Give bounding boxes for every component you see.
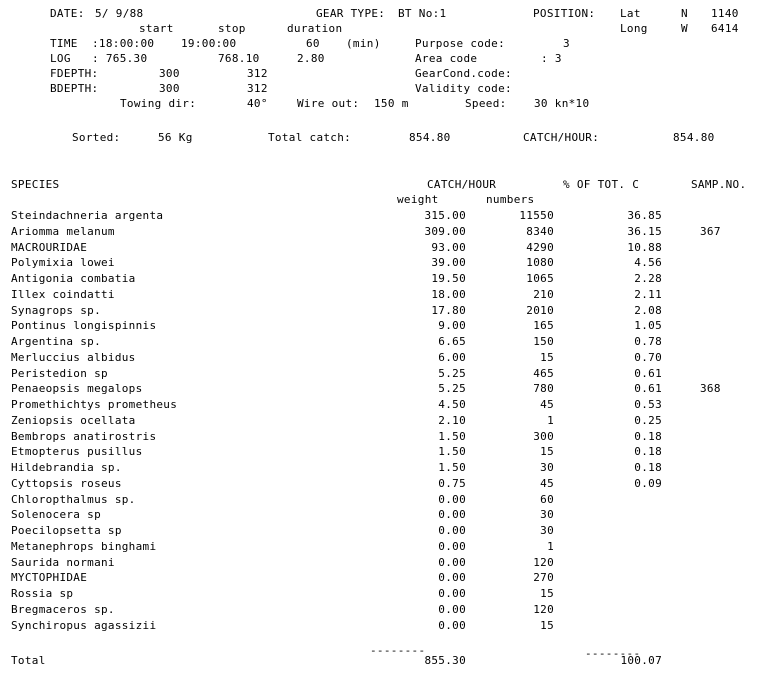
species-name: Merluccius albidus (11, 351, 136, 364)
species-name: Rossia sp (11, 587, 74, 600)
lat-dir: N (681, 7, 688, 20)
numbers-value: 45 (540, 398, 554, 411)
fdepth-stop: 312 (247, 67, 268, 80)
numbers-value: 4290 (526, 241, 554, 254)
catch-hour-label: CATCH/HOUR: (523, 131, 600, 144)
weight-value: 0.00 (438, 571, 466, 584)
weight-value: 39.00 (431, 256, 466, 269)
time-stop: 19:00:00 (181, 37, 237, 50)
species-name: Chloropthalmus sp. (11, 493, 136, 506)
numbers-value: 165 (533, 319, 554, 332)
weight-value: 0.00 (438, 540, 466, 553)
species-name: Bembrops anatirostris (11, 430, 157, 443)
weight-value: 315.00 (424, 209, 466, 222)
pct-total-rule: -------- (585, 647, 641, 660)
log-start: : 765.30 (92, 52, 148, 65)
numbers-value: 15 (540, 619, 554, 632)
catch-hour-header: CATCH/HOUR (427, 178, 497, 191)
numbers-value: 120 (533, 556, 554, 569)
species-name: Poecilopsetta sp (11, 524, 122, 537)
weight-value: 0.00 (438, 619, 466, 632)
weight-value: 93.00 (431, 241, 466, 254)
species-name: Synagrops sp. (11, 304, 101, 317)
purpose-code-label: Purpose code: (415, 37, 505, 50)
numbers-value: 8340 (526, 225, 554, 238)
species-name: Ariomma melanum (11, 225, 115, 238)
weight-value: 6.65 (438, 335, 466, 348)
samp-no-value: 368 (700, 382, 721, 395)
species-name: Penaeopsis megalops (11, 382, 143, 395)
weight-value: 0.00 (438, 524, 466, 537)
fdepth-start: 300 (159, 67, 180, 80)
species-header: SPECIES (11, 178, 60, 191)
weight-value: 0.00 (438, 603, 466, 616)
species-name: Pontinus longispinnis (11, 319, 157, 332)
total-label: Total (11, 654, 46, 667)
purpose-code-value: 3 (563, 37, 570, 50)
species-name: Bregmaceros sp. (11, 603, 115, 616)
pct-value: 36.85 (627, 209, 662, 222)
total-weight: 855.30 (424, 654, 466, 667)
bdepth-label: BDEPTH: (50, 82, 99, 95)
numbers-value: 60 (540, 493, 554, 506)
position-label: POSITION: (533, 7, 596, 20)
date-label: DATE: (50, 7, 85, 20)
validity-code-label: Validity code: (415, 82, 512, 95)
numbers-value: 210 (533, 288, 554, 301)
weight-value: 17.80 (431, 304, 466, 317)
numbers-value: 300 (533, 430, 554, 443)
numbers-value: 15 (540, 587, 554, 600)
pct-value: 0.25 (634, 414, 662, 427)
pct-total-header: % OF TOT. C (563, 178, 640, 191)
pct-value: 0.70 (634, 351, 662, 364)
species-name: Cyttopsis roseus (11, 477, 122, 490)
weight-value: 0.00 (438, 587, 466, 600)
total-pct: 100.07 (620, 654, 662, 667)
pct-value: 0.18 (634, 445, 662, 458)
numbers-value: 15 (540, 351, 554, 364)
fdepth-label: FDEPTH: (50, 67, 99, 80)
numbers-value: 270 (533, 571, 554, 584)
numbers-value: 150 (533, 335, 554, 348)
species-name: Hildebrandia sp. (11, 461, 122, 474)
speed-value: 30 kn*10 (534, 97, 590, 110)
species-name: Synchiropus agassizii (11, 619, 157, 632)
species-name: Metanephrops binghami (11, 540, 157, 553)
weight-value: 2.10 (438, 414, 466, 427)
speed-label: Speed: (465, 97, 507, 110)
weight-value: 0.00 (438, 493, 466, 506)
numbers-value: 465 (533, 367, 554, 380)
pct-value: 10.88 (627, 241, 662, 254)
numbers-value: 1080 (526, 256, 554, 269)
lat-label: Lat (620, 7, 641, 20)
pct-value: 2.08 (634, 304, 662, 317)
numbers-value: 2010 (526, 304, 554, 317)
samp-no-value: 367 (700, 225, 721, 238)
col-start-label: start (139, 22, 174, 35)
total-catch-value: 854.80 (409, 131, 451, 144)
weight-value: 19.50 (431, 272, 466, 285)
catch-hour-value: 854.80 (673, 131, 715, 144)
weight-header: weight (397, 193, 439, 206)
sorted-value: 56 Kg (158, 131, 193, 144)
samp-no-header: SAMP.NO. (691, 178, 747, 191)
numbers-value: 45 (540, 477, 554, 490)
time-start: :18:00:00 (92, 37, 155, 50)
gear-type-value: BT No:1 (398, 7, 447, 20)
numbers-value: 15 (540, 445, 554, 458)
species-name: Peristedion sp (11, 367, 108, 380)
lat-value: 1140 (711, 7, 739, 20)
towing-dir-value: 40° (247, 97, 268, 110)
species-name: MACROURIDAE (11, 241, 88, 254)
weight-value: 6.00 (438, 351, 466, 364)
time-duration: 60 (306, 37, 320, 50)
species-name: Polymixia lowei (11, 256, 115, 269)
weight-value: 5.25 (438, 382, 466, 395)
col-stop-label: stop (218, 22, 246, 35)
species-name: Etmopterus pusillus (11, 445, 143, 458)
weight-value: 1.50 (438, 461, 466, 474)
species-name: Antigonia combatia (11, 272, 136, 285)
long-dir: W (681, 22, 688, 35)
area-code-label: Area code (415, 52, 478, 65)
pct-value: 0.78 (634, 335, 662, 348)
area-code-value: : 3 (541, 52, 562, 65)
numbers-header: numbers (486, 193, 535, 206)
wire-out-value: 150 m (374, 97, 409, 110)
species-name: Illex coindatti (11, 288, 115, 301)
bdepth-start: 300 (159, 82, 180, 95)
numbers-value: 11550 (519, 209, 554, 222)
col-duration-label: duration (287, 22, 343, 35)
species-name: Steindachneria argenta (11, 209, 164, 222)
pct-value: 0.18 (634, 430, 662, 443)
weight-value: 0.75 (438, 477, 466, 490)
species-name: MYCTOPHIDAE (11, 571, 88, 584)
weight-value: 18.00 (431, 288, 466, 301)
date-value: 5/ 9/88 (95, 7, 144, 20)
time-unit: (min) (346, 37, 381, 50)
weight-total-rule: -------- (370, 644, 426, 657)
gearcond-code-label: GearCond.code: (415, 67, 512, 80)
numbers-value: 30 (540, 461, 554, 474)
gear-type-label: GEAR TYPE: (316, 7, 386, 20)
towing-dir-label: Towing dir: (120, 97, 197, 110)
log-duration: 2.80 (297, 52, 325, 65)
log-stop: 768.10 (218, 52, 260, 65)
weight-value: 5.25 (438, 367, 466, 380)
weight-value: 0.00 (438, 556, 466, 569)
bdepth-stop: 312 (247, 82, 268, 95)
time-label: TIME (50, 37, 78, 50)
pct-value: 0.53 (634, 398, 662, 411)
pct-value: 1.05 (634, 319, 662, 332)
pct-value: 0.61 (634, 367, 662, 380)
numbers-value: 1 (547, 540, 554, 553)
weight-value: 1.50 (438, 430, 466, 443)
numbers-value: 1065 (526, 272, 554, 285)
pct-value: 0.18 (634, 461, 662, 474)
species-name: Solenocera sp (11, 508, 101, 521)
weight-value: 0.00 (438, 508, 466, 521)
weight-value: 4.50 (438, 398, 466, 411)
long-label: Long (620, 22, 648, 35)
weight-value: 9.00 (438, 319, 466, 332)
numbers-value: 30 (540, 508, 554, 521)
species-name: Saurida normani (11, 556, 115, 569)
pct-value: 4.56 (634, 256, 662, 269)
pct-value: 2.11 (634, 288, 662, 301)
sorted-label: Sorted: (72, 131, 121, 144)
numbers-value: 30 (540, 524, 554, 537)
weight-value: 309.00 (424, 225, 466, 238)
pct-value: 2.28 (634, 272, 662, 285)
species-name: Argentina sp. (11, 335, 101, 348)
species-name: Promethichtys prometheus (11, 398, 178, 411)
numbers-value: 120 (533, 603, 554, 616)
pct-value: 0.09 (634, 477, 662, 490)
log-label: LOG (50, 52, 71, 65)
total-catch-label: Total catch: (268, 131, 352, 144)
weight-value: 1.50 (438, 445, 466, 458)
wire-out-label: Wire out: (297, 97, 360, 110)
pct-value: 0.61 (634, 382, 662, 395)
numbers-value: 1 (547, 414, 554, 427)
pct-value: 36.15 (627, 225, 662, 238)
long-value: 6414 (711, 22, 739, 35)
species-name: Zeniopsis ocellata (11, 414, 136, 427)
numbers-value: 780 (533, 382, 554, 395)
